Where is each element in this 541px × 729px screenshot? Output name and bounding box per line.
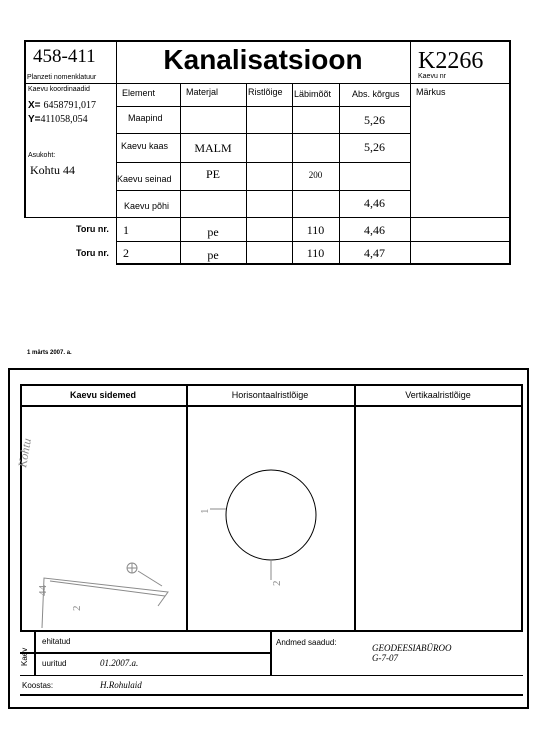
y-label: Y= <box>28 114 41 125</box>
kaev-label: Kaev <box>20 647 29 666</box>
connections-sketch <box>15 406 186 630</box>
location-caption: Asukoht: <box>28 152 56 159</box>
y-value: 411058,054 <box>40 114 88 125</box>
sketch-number-2: 2 <box>71 605 83 611</box>
footer-mid-line <box>20 652 270 654</box>
pipe-2-number: 2 <box>123 246 129 260</box>
v-246 <box>246 84 247 264</box>
col-header-note: Märkus <box>416 87 446 97</box>
row-kaas-material: MALM <box>194 141 232 155</box>
h-241 <box>116 241 510 242</box>
v-410 <box>410 40 411 264</box>
left-info-bottom <box>24 217 116 218</box>
h-190 <box>116 190 411 191</box>
grid-right <box>521 384 523 631</box>
row-seinad-element: Kaevu seinad <box>117 174 172 184</box>
footer-kaev-divider <box>34 631 36 676</box>
surveyed-label: uuritud <box>42 659 67 668</box>
pipe-line-sketch <box>138 571 162 586</box>
row-pohi-abs: 4,46 <box>364 196 385 210</box>
grid-top <box>20 384 523 386</box>
date-note: 1 märts 2007. a. <box>27 350 72 356</box>
sheet-top <box>8 368 529 370</box>
pipe-1-diameter: 110 <box>306 223 325 237</box>
sheet-bottom <box>8 707 529 709</box>
data-from-label: Andmed saadud: <box>276 638 337 647</box>
header-divider <box>24 83 511 84</box>
grid-v2 <box>354 384 356 631</box>
row-pohi-element: Kaevu põhi <box>124 201 170 211</box>
pipe-1-material: pe <box>207 225 219 239</box>
footer-bottom <box>20 694 523 696</box>
footer-divider <box>270 631 272 676</box>
sheet-left <box>8 368 10 709</box>
horizontal-section <box>188 406 354 630</box>
sheet-right <box>527 368 529 709</box>
row-maapind-abs: 5,26 <box>364 113 385 127</box>
well-number: K2266 <box>418 48 484 74</box>
built-label: ehitatud <box>42 637 71 646</box>
col-title-horizontal: Horisontaalristlõige <box>231 390 309 400</box>
row-kaas-element: Kaevu kaas <box>121 141 169 151</box>
lot-outline <box>42 578 168 628</box>
col-title-connections: Kaevu sidemed <box>69 390 137 400</box>
street-line <box>50 581 165 596</box>
pipe-1-abs: 4,46 <box>364 223 385 237</box>
frame-right <box>509 40 511 264</box>
location-value: Kohtu 44 <box>30 163 75 177</box>
col-header-material: Materjal <box>186 87 219 97</box>
row-seinad-material: PE <box>205 167 220 181</box>
sketch-number-44: 44 <box>37 585 49 596</box>
pipe-2-label: Toru nr. <box>76 248 109 258</box>
page-title: Kanalisatsioon <box>163 44 363 75</box>
well-number-caption: Kaevu nr <box>418 73 447 80</box>
map-sheet-caption: Planzeti nomenklatuur <box>27 74 97 81</box>
well-circle <box>226 470 316 560</box>
col-header-element: Element <box>122 88 156 98</box>
pipe-2-material: pe <box>207 248 219 262</box>
row-maapind-element: Maapind <box>128 113 163 123</box>
x-value: 6458791,017 <box>43 100 97 111</box>
h-133 <box>116 133 411 134</box>
surveyed-value: 01.2007.a. <box>100 658 139 668</box>
x-coordinate <box>28 100 96 111</box>
col-header-diameter: Läbimõõt <box>294 89 332 99</box>
sketch-street-name: Kohtu <box>15 437 35 469</box>
row-kaas-abs: 5,26 <box>364 140 385 154</box>
h-263 <box>116 263 511 265</box>
compiled-label: Koostas: <box>22 681 54 690</box>
col-title-vertical: Vertikaalristlõige <box>405 390 471 400</box>
pipe-2-sketch-label: 2 <box>271 580 283 586</box>
pipe-2-diameter: 110 <box>306 246 325 260</box>
pipe-1-sketch-label: 1 <box>199 508 211 514</box>
data-from-code: G-7-07 <box>372 653 398 663</box>
pipe-2-abs: 4,47 <box>364 246 385 260</box>
h-217 <box>116 217 510 218</box>
h-106 <box>116 106 411 107</box>
compiled-value: H.Rohulaid <box>100 680 142 690</box>
coords-caption: Kaevu koordinaadid <box>28 86 90 93</box>
row-seinad-diameter: 200 <box>308 170 323 180</box>
y-coordinate <box>28 114 88 125</box>
col-header-abs: Abs. kõrgus <box>352 89 400 99</box>
pipe-1-number: 1 <box>123 223 129 237</box>
h-162 <box>116 162 411 163</box>
col-header-cross: Ristlõige <box>248 87 283 97</box>
map-sheet-number: 458-411 <box>33 46 96 67</box>
frame-top <box>24 40 511 42</box>
x-label: X= <box>28 100 41 111</box>
pipe-1-label: Toru nr. <box>76 224 109 234</box>
frame-left <box>24 40 26 218</box>
data-from-value: GEODEESIABÜROO <box>372 643 452 653</box>
